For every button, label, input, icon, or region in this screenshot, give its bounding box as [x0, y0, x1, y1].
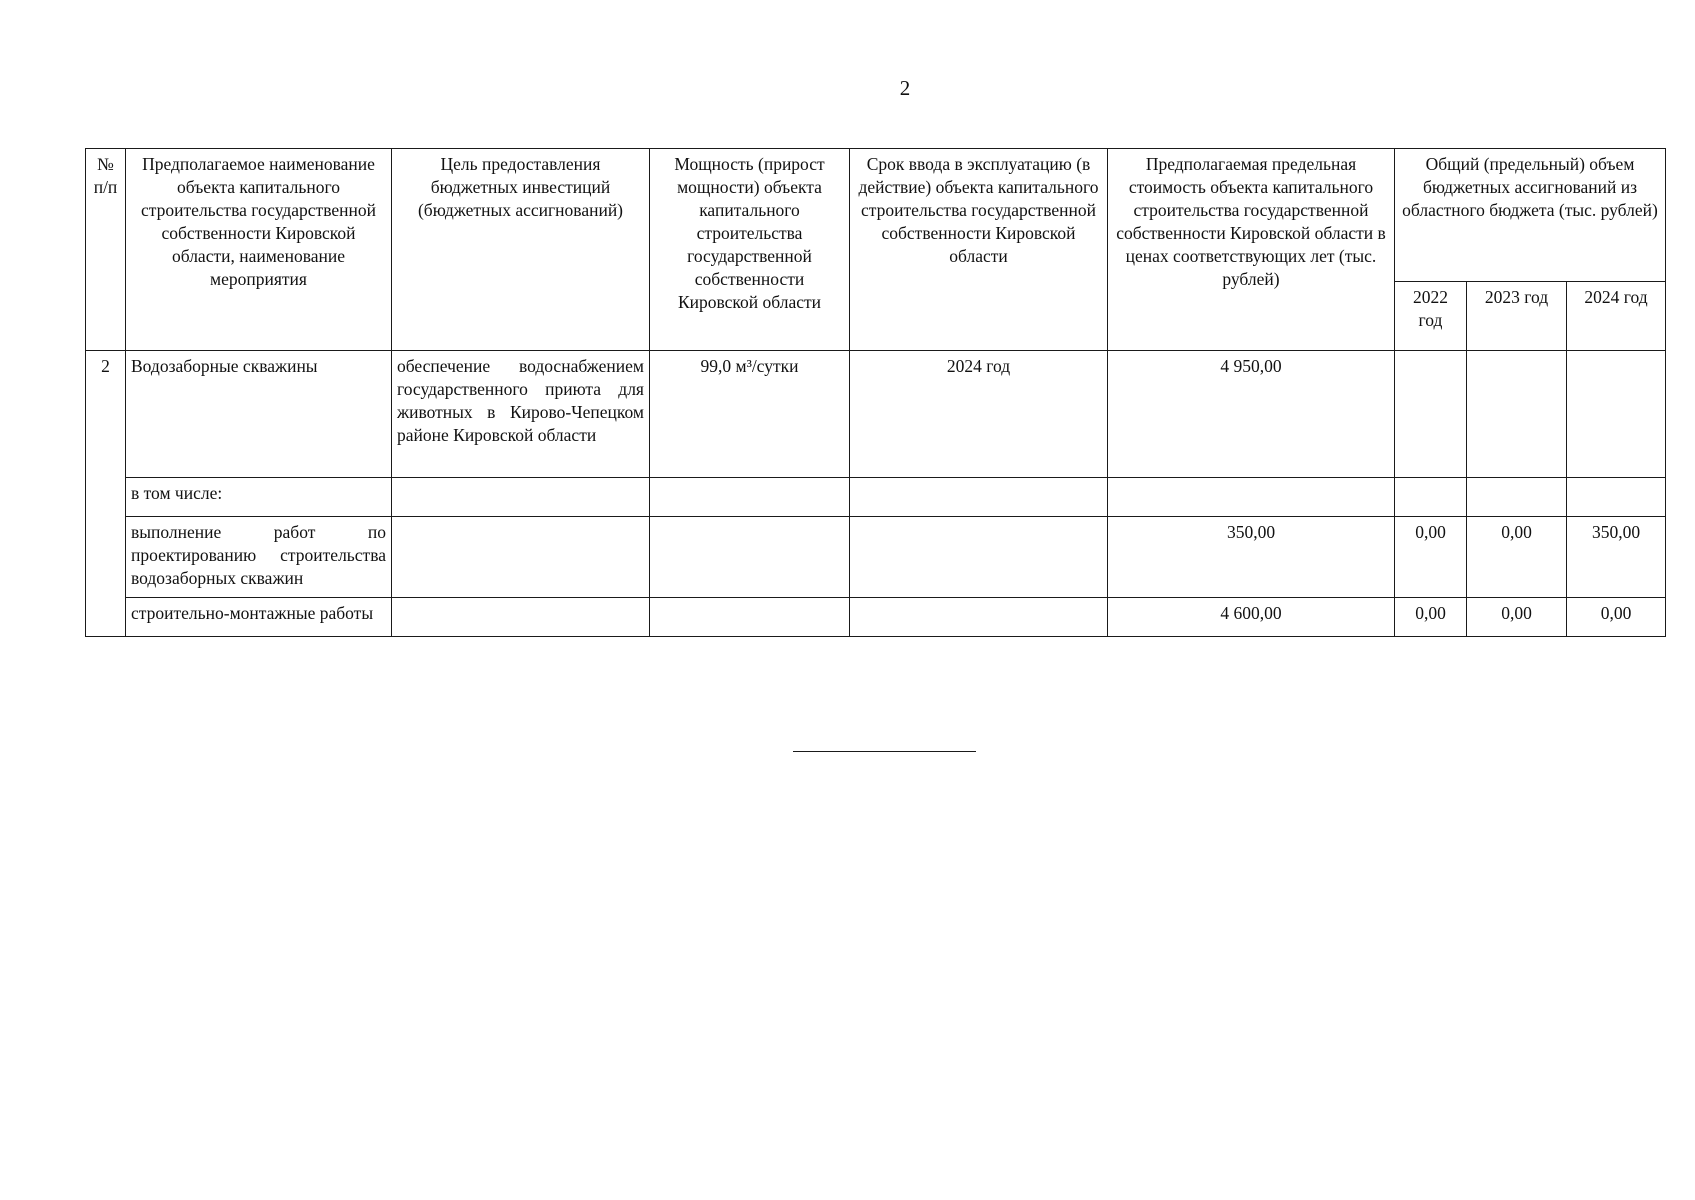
cost-cell: 4 600,00 — [1108, 598, 1395, 637]
object-name: Водозаборные скважины — [126, 351, 392, 478]
year-2022-cell — [1395, 478, 1467, 517]
end-divider-line — [793, 751, 976, 752]
purpose-cell — [392, 598, 650, 637]
commissioning-term-cell — [850, 517, 1108, 598]
purpose-cell: обеспечение водоснабжением государственного приюта для животных в Кирово-Чепецком районе Кировской области — [392, 351, 650, 478]
cost-cell: 350,00 — [1108, 517, 1395, 598]
table-row — [86, 598, 1666, 637]
table-row — [86, 351, 1666, 478]
including-label: в том числе: — [126, 478, 392, 517]
header-year-2024: 2024 год — [1567, 282, 1666, 351]
header-purpose: Цель предоставления бюджетных инвестиций (бюджетных ассигнований) — [392, 149, 650, 351]
purpose-cell — [392, 517, 650, 598]
year-2022-cell: 0,00 — [1395, 517, 1467, 598]
purpose-cell — [392, 478, 650, 517]
header-object-name: Предполагаемое наименование объекта капитального строительства государственной собственности Кировской области, наименование мероприятия — [126, 149, 392, 351]
table-header-row — [86, 149, 1666, 282]
commissioning-term-cell: 2024 год — [850, 351, 1108, 478]
header-commissioning-term: Срок ввода в эксплуатацию (в действие) объекта капитального строительства государственной собственности Кировской области — [850, 149, 1108, 351]
header-budget-volume: Общий (предельный) объем бюджетных ассигнований из областного бюджета (тыс. рублей) — [1395, 149, 1666, 282]
year-2024-cell: 350,00 — [1567, 517, 1666, 598]
capacity-cell — [650, 478, 850, 517]
capacity-cell — [650, 517, 850, 598]
capacity-cell — [650, 598, 850, 637]
year-2023-cell: 0,00 — [1467, 598, 1567, 637]
year-2022-cell: 0,00 — [1395, 598, 1467, 637]
header-capacity: Мощность (прирост мощности) объекта капитального строительства государственной собственности Кировской области — [650, 149, 850, 351]
commissioning-term-cell — [850, 598, 1108, 637]
row-number: 2 — [86, 351, 126, 637]
header-year-2022: 2022 год — [1395, 282, 1467, 351]
capacity-cell: 99,0 м³/сутки — [650, 351, 850, 478]
year-2023-cell: 0,00 — [1467, 517, 1567, 598]
header-year-2023: 2023 год — [1467, 282, 1567, 351]
year-2024-cell — [1567, 478, 1666, 517]
year-2023-cell — [1467, 351, 1567, 478]
construction-works-name: строительно-монтажные работы — [126, 598, 392, 637]
cost-cell: 4 950,00 — [1108, 351, 1395, 478]
table-row — [86, 517, 1666, 598]
year-2022-cell — [1395, 351, 1467, 478]
commissioning-term-cell — [850, 478, 1108, 517]
year-2023-cell — [1467, 478, 1567, 517]
year-2024-cell: 0,00 — [1567, 598, 1666, 637]
page-number: 2 — [899, 76, 911, 100]
year-2024-cell — [1567, 351, 1666, 478]
cost-cell — [1108, 478, 1395, 517]
header-num: № п/п — [86, 149, 126, 351]
budget-investment-table — [85, 148, 1666, 637]
design-works-name: выполнение работ по проектированию строительства водозаборных скважин — [126, 517, 392, 598]
table-row — [86, 478, 1666, 517]
header-cost: Предполагаемая предельная стоимость объекта капитального строительства государственной собственности Кировской области в ценах соответствующих лет (тыс. рублей) — [1108, 149, 1395, 351]
